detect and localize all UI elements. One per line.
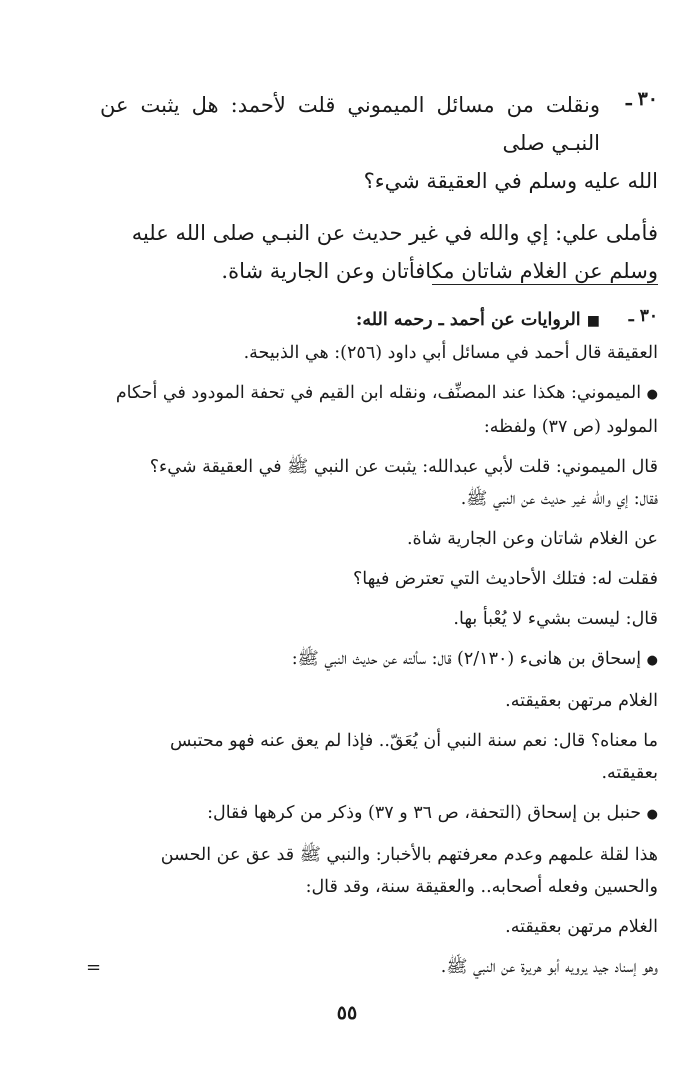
note-line: الغلام مرتهن بعقيقته.	[505, 691, 658, 711]
main-line-4: وسلم عن الغلام شاتان مكافأتان وعن الجارية شاة.	[221, 259, 658, 283]
footnotes-block	[100, 304, 658, 983]
main-text-block	[100, 86, 658, 290]
note-line	[100, 643, 658, 677]
note-line: العقيقة قال أحمد في مسائل أبي داود (٢٥٦): هي الذبيحة.	[243, 343, 658, 363]
note-line: وهو إسناد جيد يرويه أبو هريرة عن النبي ﷺ.	[440, 957, 658, 977]
bullet-icon: ●	[646, 653, 658, 668]
note-line: فقلت له: فتلك الأحاديث التي تعترض فيها؟	[352, 569, 658, 589]
note-line	[100, 797, 658, 831]
note-line: قال الميموني: قلت لأبي عبدالله: يثبت عن النبي ﷺ في العقيقة شيء؟	[149, 457, 658, 477]
note-line: والحسين وفعله أصحابه.. والعقيقة سنة، وقد قال:	[305, 877, 658, 897]
notes-heading-text: الروايات عن أحمد ـ رحمه الله:	[355, 310, 581, 330]
note-line-text: إسحاق بن هانىء (٢/١٣٠) قال: سألته عن حديث النبي ﷺ:	[291, 649, 642, 669]
note-line	[100, 377, 658, 411]
note-line: الغلام مرتهن بعقيقته.	[505, 917, 658, 937]
bullet-icon: ●	[646, 807, 658, 822]
dash-separator: ـ	[626, 88, 632, 110]
note-line: هذا لقلة علمهم وعدم معرفتهم بالأخبار: والنبي ﷺ قد عق عن الحسن	[160, 845, 658, 865]
note-line: ما معناه؟ قال: نعم سنة النبي أن يُعَقّ.. فإذا لم يعق عنه فهو محتبس	[170, 731, 658, 751]
note-number-text: ٣٠	[639, 306, 658, 326]
number-text: ٣٠	[637, 88, 658, 110]
note-line-text: الميموني: هكذا عند المصنِّف، ونقله ابن القيم في تحفة المودود في أحكام	[115, 383, 642, 403]
note-line: قال: ليست بشيء لا يُعْبأ بها.	[453, 609, 658, 629]
square-bullet-icon: ■	[586, 313, 600, 329]
main-line-1: ونقلت من مسائل الميموني قلت لأحمد: هل يثبت عن النبـي صلى	[100, 93, 600, 155]
notes-heading	[100, 304, 658, 337]
note-line: بعقيقته.	[601, 763, 658, 783]
note-line: فقال: إي والله غير حديث عن النبي ﷺ.	[460, 489, 658, 509]
continuation-mark: =	[86, 957, 102, 978]
footnote-separator	[432, 284, 658, 285]
page-number: ٥٥	[336, 1002, 358, 1024]
dash-separator: ـ	[628, 306, 634, 326]
bullet-icon: ●	[646, 387, 658, 402]
main-line-2: الله عليه وسلم في العقيقة شيء؟	[363, 169, 658, 193]
note-line: المولود (ص ٣٧) ولفظه:	[483, 417, 658, 437]
main-line-3: فأملى علي: إي والله في غير حديث عن النبـي صلى الله عليه	[131, 221, 658, 245]
note-line-text: حنبل بن إسحاق (التحفة، ص ٣٦ و ٣٧) وذكر من كرهها فقال:	[207, 803, 642, 823]
note-line: عن الغلام شاتان وعن الجارية شاة.	[406, 529, 658, 549]
